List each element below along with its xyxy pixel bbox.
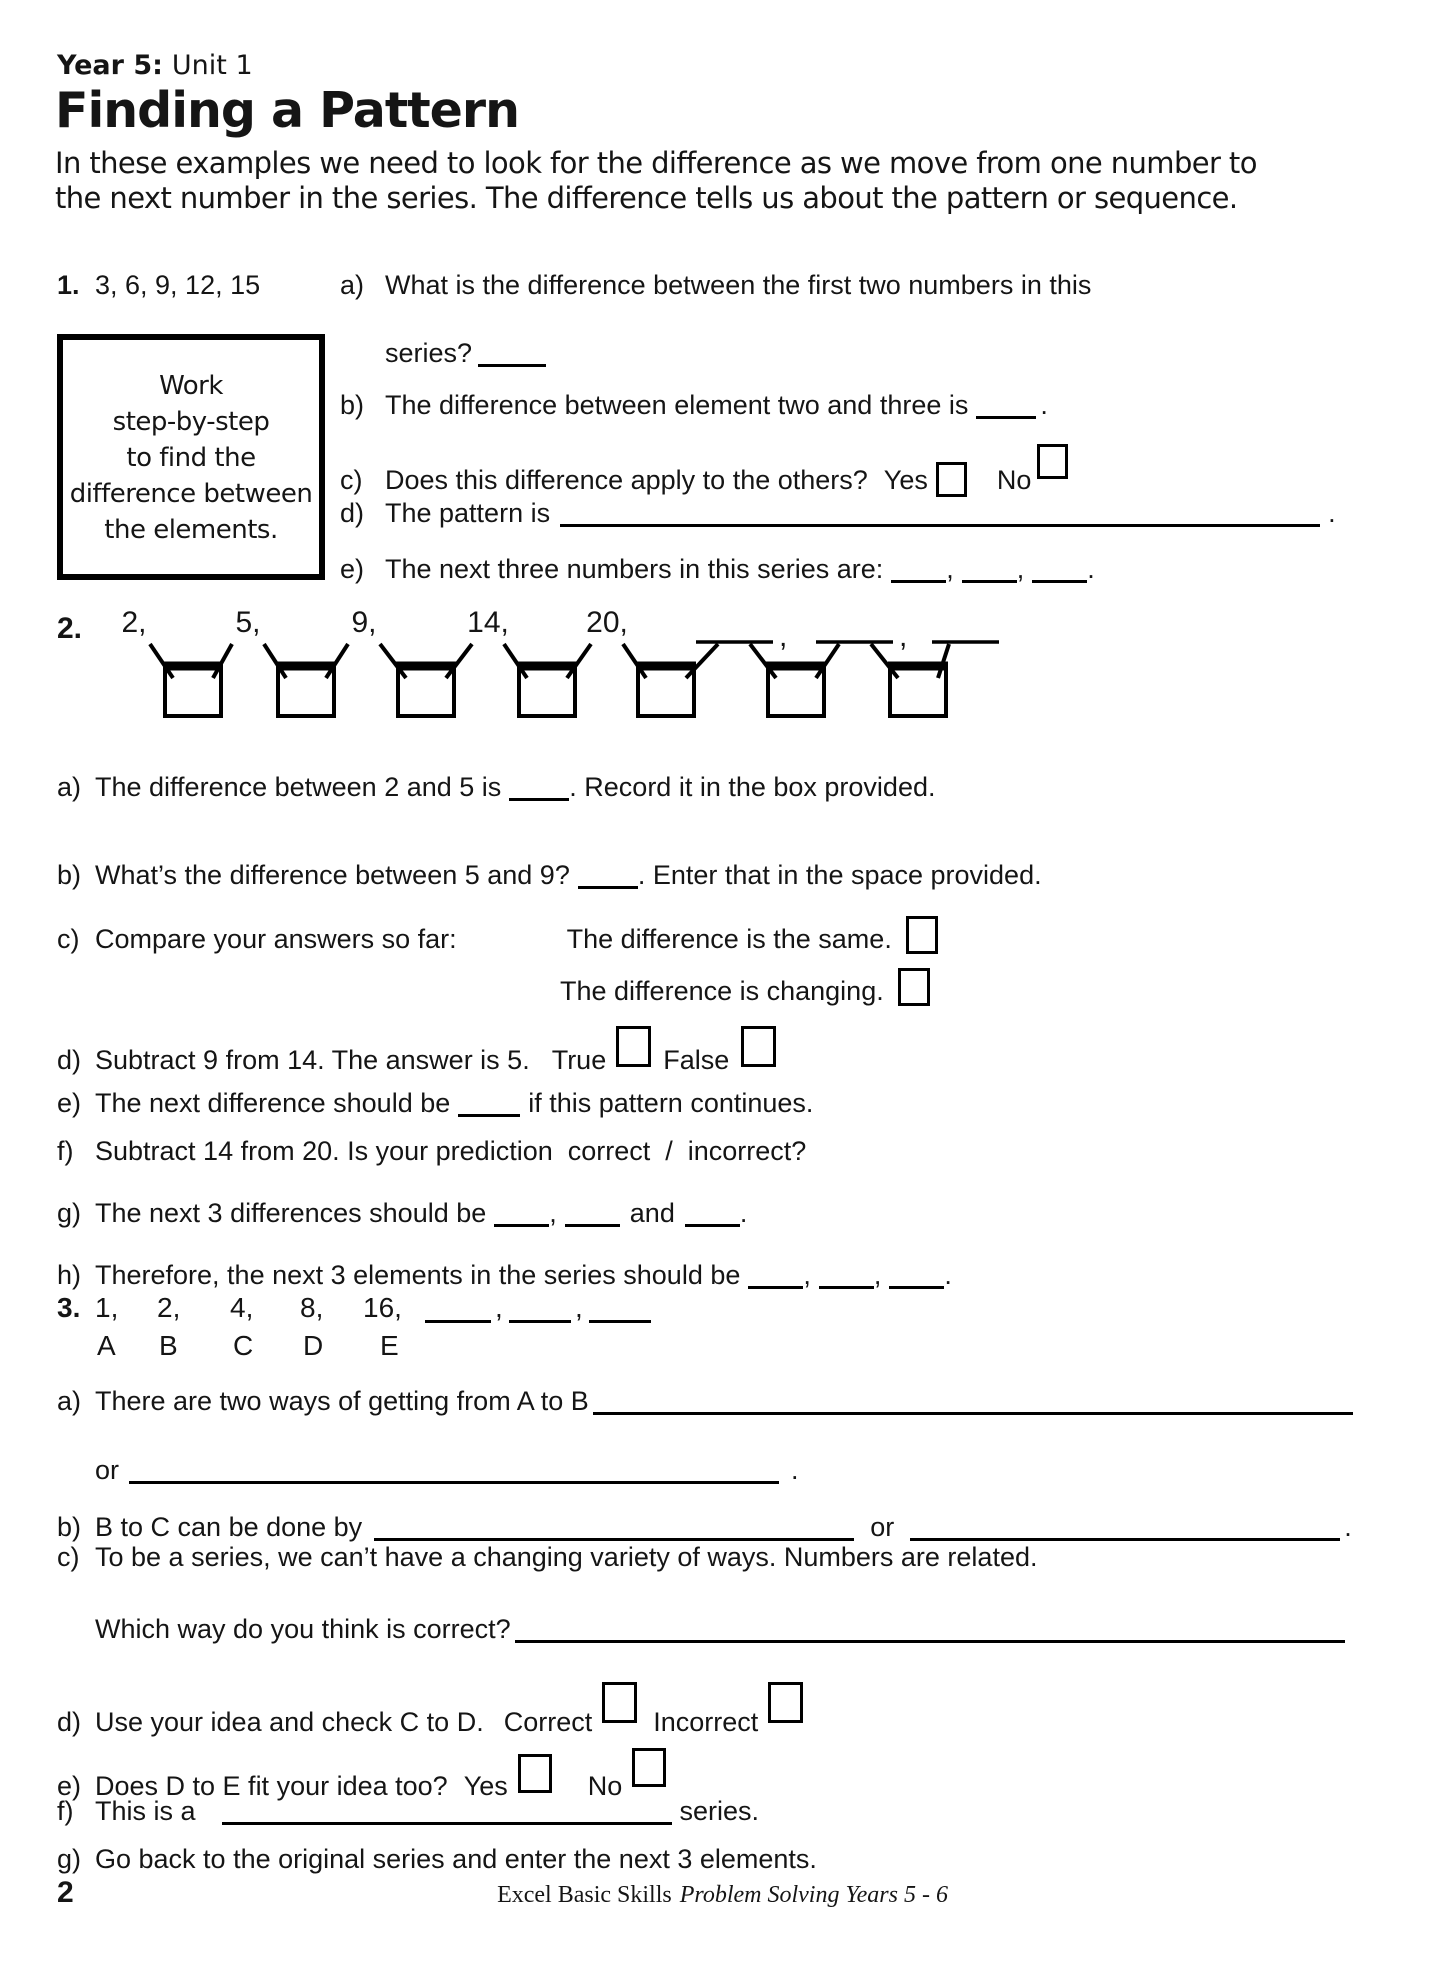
q2-c-same-checkbox[interactable] <box>906 916 938 954</box>
q2-c-changing-checkbox[interactable] <box>898 968 930 1006</box>
q1-e-sep1: , <box>946 554 954 584</box>
q2-a-row <box>57 772 935 803</box>
q3-c-question: Which way do you think is correct? <box>95 1614 511 1644</box>
q1-series: 3, 6, 9, 12, 15 <box>95 270 261 300</box>
q2-g-and: and <box>629 1198 675 1228</box>
q2-c-same-label: The difference is the same. <box>566 924 892 954</box>
unit-header <box>57 50 253 81</box>
q1-e-blank-3[interactable] <box>1032 564 1087 583</box>
q1-c-no-label: No <box>996 465 1032 495</box>
q3-a-or-row <box>95 1455 799 1486</box>
q2-b-label: b) <box>57 860 82 890</box>
q3-number: 3. <box>57 1292 81 1323</box>
q3-e-text: Does D to E fit your idea too? <box>95 1771 448 1801</box>
q3-series-number-4: 8, <box>300 1292 324 1323</box>
q2-c-changing-row <box>560 968 930 1007</box>
intro-line-1: In these examples we need to look for the difference as we move from one number to <box>55 146 1257 180</box>
unit-label: Unit 1 <box>171 50 253 81</box>
q2-c-row <box>57 916 938 955</box>
intro-paragraph <box>55 146 1257 216</box>
tip-line-1: Work <box>159 371 223 401</box>
q2-b-text-after: . Enter that in the space provided. <box>637 860 1042 890</box>
q3-c-label: c) <box>57 1542 80 1572</box>
year-label: Year 5: <box>57 50 163 81</box>
q3-f-row <box>57 1796 759 1827</box>
tip-line-2: step-by-step <box>112 407 270 437</box>
q1-e-blank-2[interactable] <box>962 564 1017 583</box>
q2-series-number-3: 9, <box>351 606 377 639</box>
q1-b-period: . <box>1040 390 1048 420</box>
q3-d-correct-label: Correct <box>503 1707 593 1737</box>
q3-f-text-after: series. <box>679 1796 760 1826</box>
q2-a-text: The difference between 2 and 5 is <box>95 772 502 802</box>
q3-d-row <box>57 1682 803 1738</box>
q3-series-letter-b: B <box>159 1330 178 1361</box>
q2-h-sep2: , <box>873 1260 882 1290</box>
q1-d-period: . <box>1328 498 1336 528</box>
q2-h-row <box>57 1260 952 1291</box>
q2-series-number-5: 20, <box>586 606 628 639</box>
q2-e-answer-blank[interactable] <box>458 1098 520 1117</box>
q2-h-blank-1[interactable] <box>748 1270 803 1289</box>
q1-e-text: The next three numbers in this series are: <box>385 554 884 584</box>
q2-series-number-4: 14, <box>467 606 509 639</box>
q3-g-text: Go back to the original series and enter the next 3 elements. <box>95 1844 817 1874</box>
q1-a-answer-blank[interactable] <box>478 348 546 367</box>
q3-f-answer-line[interactable] <box>222 1806 672 1825</box>
q1-c-label: c) <box>340 465 363 495</box>
q2-g-sep: , <box>549 1198 557 1228</box>
q2-d-row <box>57 1026 776 1076</box>
q1-number: 1. <box>57 270 80 300</box>
q3-b-label: b) <box>57 1512 82 1542</box>
q2-d-false-checkbox[interactable] <box>741 1026 776 1067</box>
q3-d-incorrect-label: Incorrect <box>653 1707 759 1737</box>
q1-b-row <box>340 390 1048 421</box>
q3-number-row <box>57 1292 80 1324</box>
q2-g-blank-2[interactable] <box>565 1208 620 1227</box>
q2-d-false-label: False <box>663 1045 730 1075</box>
q3-series-number-3: 4, <box>230 1292 254 1323</box>
q2-e-label: e) <box>57 1088 82 1118</box>
tip-line-3: to find the <box>126 443 256 473</box>
q2-h-text: Therefore, the next 3 elements in the series should be <box>95 1260 741 1290</box>
difference-box-1[interactable] <box>165 664 221 716</box>
q2-d-true-checkbox[interactable] <box>616 1026 651 1067</box>
q3-c-answer-line[interactable] <box>515 1624 1345 1643</box>
q1-d-answer-line[interactable] <box>560 508 1320 527</box>
q3-series-blank-1[interactable] <box>425 1304 491 1323</box>
q1-b-text: The difference between element two and three is <box>385 390 969 420</box>
q2-e-text: The next difference should be <box>95 1088 451 1118</box>
q2-e-text-after: if this pattern continues. <box>528 1088 814 1118</box>
q1-c-no-checkbox[interactable] <box>1037 444 1068 479</box>
q3-b-text: B to C can be done by <box>95 1512 363 1542</box>
q1-a-label: a) <box>340 270 365 300</box>
q3-d-text: Use your idea and check C to D. <box>95 1707 484 1737</box>
q3-a-answer-line-1[interactable] <box>593 1396 1353 1415</box>
q2-g-label: g) <box>57 1198 82 1228</box>
q2-h-label: h) <box>57 1260 82 1290</box>
q3-b-or-label: or <box>870 1512 895 1542</box>
q2-g-blank-1[interactable] <box>494 1208 549 1227</box>
q2-number-row <box>57 612 82 646</box>
q2-number: 2. <box>57 612 83 645</box>
q1-a-text: What is the difference between the first two numbers in this <box>385 270 1092 300</box>
q3-e-label: e) <box>57 1771 82 1801</box>
q3-a-answer-line-2[interactable] <box>129 1465 779 1484</box>
q1-a-text2: series? <box>385 338 473 368</box>
q2-g-end: . <box>739 1198 748 1228</box>
q3-g-label: g) <box>57 1844 82 1874</box>
q3-a-row <box>57 1386 1353 1417</box>
q2-b-row <box>57 860 1042 891</box>
q3-e-yes-label: Yes <box>463 1771 508 1801</box>
q3-b-period: . <box>1344 1512 1352 1542</box>
q2-c-changing-label: The difference is changing. <box>560 976 884 1006</box>
footer-text <box>0 1882 1445 1909</box>
q3-series-number-1: 1, <box>95 1292 119 1323</box>
q3-a-or-label: or <box>95 1455 120 1485</box>
q3-series-sep1: , <box>495 1292 503 1323</box>
q1-c-row <box>340 444 1068 497</box>
q3-c-row <box>57 1542 1037 1573</box>
difference-box-7[interactable] <box>890 664 946 716</box>
q2-d-label: d) <box>57 1045 82 1075</box>
q1-b-label: b) <box>340 390 365 420</box>
q3-g-row <box>57 1844 817 1875</box>
q2-h-blank-2[interactable] <box>819 1270 874 1289</box>
q2-h-sep1: , <box>803 1260 811 1290</box>
q1-d-label: d) <box>340 498 365 528</box>
q3-series-letter-d: D <box>303 1330 324 1361</box>
q2-g-blank-3[interactable] <box>685 1208 740 1227</box>
q3-d-correct-checkbox[interactable] <box>602 1682 637 1723</box>
difference-box-3[interactable] <box>398 664 454 716</box>
connector-lines <box>150 644 949 678</box>
page-title: Finding a Pattern <box>55 82 519 139</box>
q2-f-text: Subtract 14 from 20. Is your prediction correct / incorrect? <box>95 1136 807 1166</box>
q3-f-label: f) <box>57 1796 74 1826</box>
q2-d-true-label: True <box>551 1045 607 1075</box>
q3-d-label: d) <box>57 1707 82 1737</box>
q2-a-text-after: . Record it in the box provided. <box>569 772 936 802</box>
q3-f-text: This is a <box>95 1796 196 1826</box>
q1-e-blank-1[interactable] <box>891 564 946 583</box>
q2-series-number-2: 5, <box>235 606 261 639</box>
q1-c-text: Does this difference apply to the others? <box>385 465 868 495</box>
intro-line-2: the next number in the series. The difference tells us about the pattern or sequence. <box>55 181 1238 215</box>
q3-series-letter-e: E <box>380 1330 399 1361</box>
q3-b-row <box>57 1512 1352 1543</box>
page-number: 2 <box>57 1876 74 1909</box>
q3-e-no-checkbox[interactable] <box>632 1748 666 1787</box>
q3-series-letter-a: A <box>97 1330 116 1361</box>
difference-box-4[interactable] <box>519 664 575 716</box>
q2-series-number-1: 2, <box>121 606 147 639</box>
q2-d-text: Subtract 9 from 14. The answer is 5. <box>95 1045 530 1075</box>
q2-a-label: a) <box>57 772 82 802</box>
q3-a-text: There are two ways of getting from A to B <box>95 1386 589 1416</box>
q2-h-end: . <box>944 1260 952 1290</box>
q2-series-comma-1: , <box>779 620 788 653</box>
q2-b-text: What’s the difference between 5 and 9? <box>95 860 570 890</box>
q2-c-label: c) <box>57 924 80 954</box>
tip-line-4: difference between <box>69 479 313 509</box>
q2-series-comma-2: , <box>899 620 908 653</box>
q2-f-row <box>57 1136 806 1167</box>
q1-c-yes-checkbox[interactable] <box>936 462 967 497</box>
q1-e-end: . <box>1087 554 1095 584</box>
q3-series-diagram <box>95 1292 715 1372</box>
q3-a-label: a) <box>57 1386 82 1416</box>
q1-b-answer-blank[interactable] <box>976 400 1036 419</box>
q1-c-yes-label: Yes <box>883 465 928 495</box>
difference-box-5[interactable] <box>638 664 694 716</box>
footer-series-title: Excel Basic Skills <box>497 1882 672 1908</box>
q2-diagram <box>95 598 1005 733</box>
q2-e-row <box>57 1088 813 1119</box>
footer-series-subtitle: Problem Solving Years 5 - 6 <box>679 1882 948 1908</box>
q3-series-number-5: 16, <box>363 1292 402 1323</box>
tip-line-5: the elements. <box>104 515 278 545</box>
q3-series-blank-3[interactable] <box>589 1304 651 1323</box>
q3-b-answer-line-2[interactable] <box>910 1522 1340 1541</box>
q3-b-answer-line-1[interactable] <box>374 1522 854 1541</box>
q3-series-blank-2[interactable] <box>509 1304 571 1323</box>
q1-a-line2-row <box>385 338 546 369</box>
q2-f-label: f) <box>57 1136 74 1166</box>
q2-h-blank-3[interactable] <box>889 1270 944 1289</box>
q1-e-label: e) <box>340 554 365 584</box>
q2-b-answer-blank[interactable] <box>578 870 638 889</box>
difference-box-2[interactable] <box>278 664 334 716</box>
q1-e-sep2: , <box>1016 554 1025 584</box>
q3-series-number-2: 2, <box>157 1292 181 1323</box>
q3-c-text: To be a series, we can’t have a changing variety of ways. Numbers are related. <box>95 1542 1038 1572</box>
tip-box <box>57 334 325 580</box>
q3-e-row <box>57 1748 666 1802</box>
q3-e-yes-checkbox[interactable] <box>518 1754 552 1793</box>
q1-d-text: The pattern is <box>385 498 551 528</box>
q3-e-no-label: No <box>587 1771 623 1801</box>
q3-a-period: . <box>791 1455 799 1485</box>
q2-c-text: Compare your answers so far: <box>95 924 457 954</box>
q3-series-sep2: , <box>575 1292 583 1323</box>
difference-box-6[interactable] <box>768 664 824 716</box>
q1-e-row <box>340 554 1095 585</box>
q2-g-text: The next 3 differences should be <box>95 1198 487 1228</box>
q3-series-letter-c: C <box>233 1330 254 1361</box>
q2-g-row <box>57 1198 747 1229</box>
q3-c2-row <box>95 1614 1345 1645</box>
q3-d-incorrect-checkbox[interactable] <box>768 1682 803 1723</box>
q1-main-row <box>57 270 1091 301</box>
q2-a-answer-blank[interactable] <box>509 782 569 801</box>
q1-d-row <box>340 498 1336 529</box>
